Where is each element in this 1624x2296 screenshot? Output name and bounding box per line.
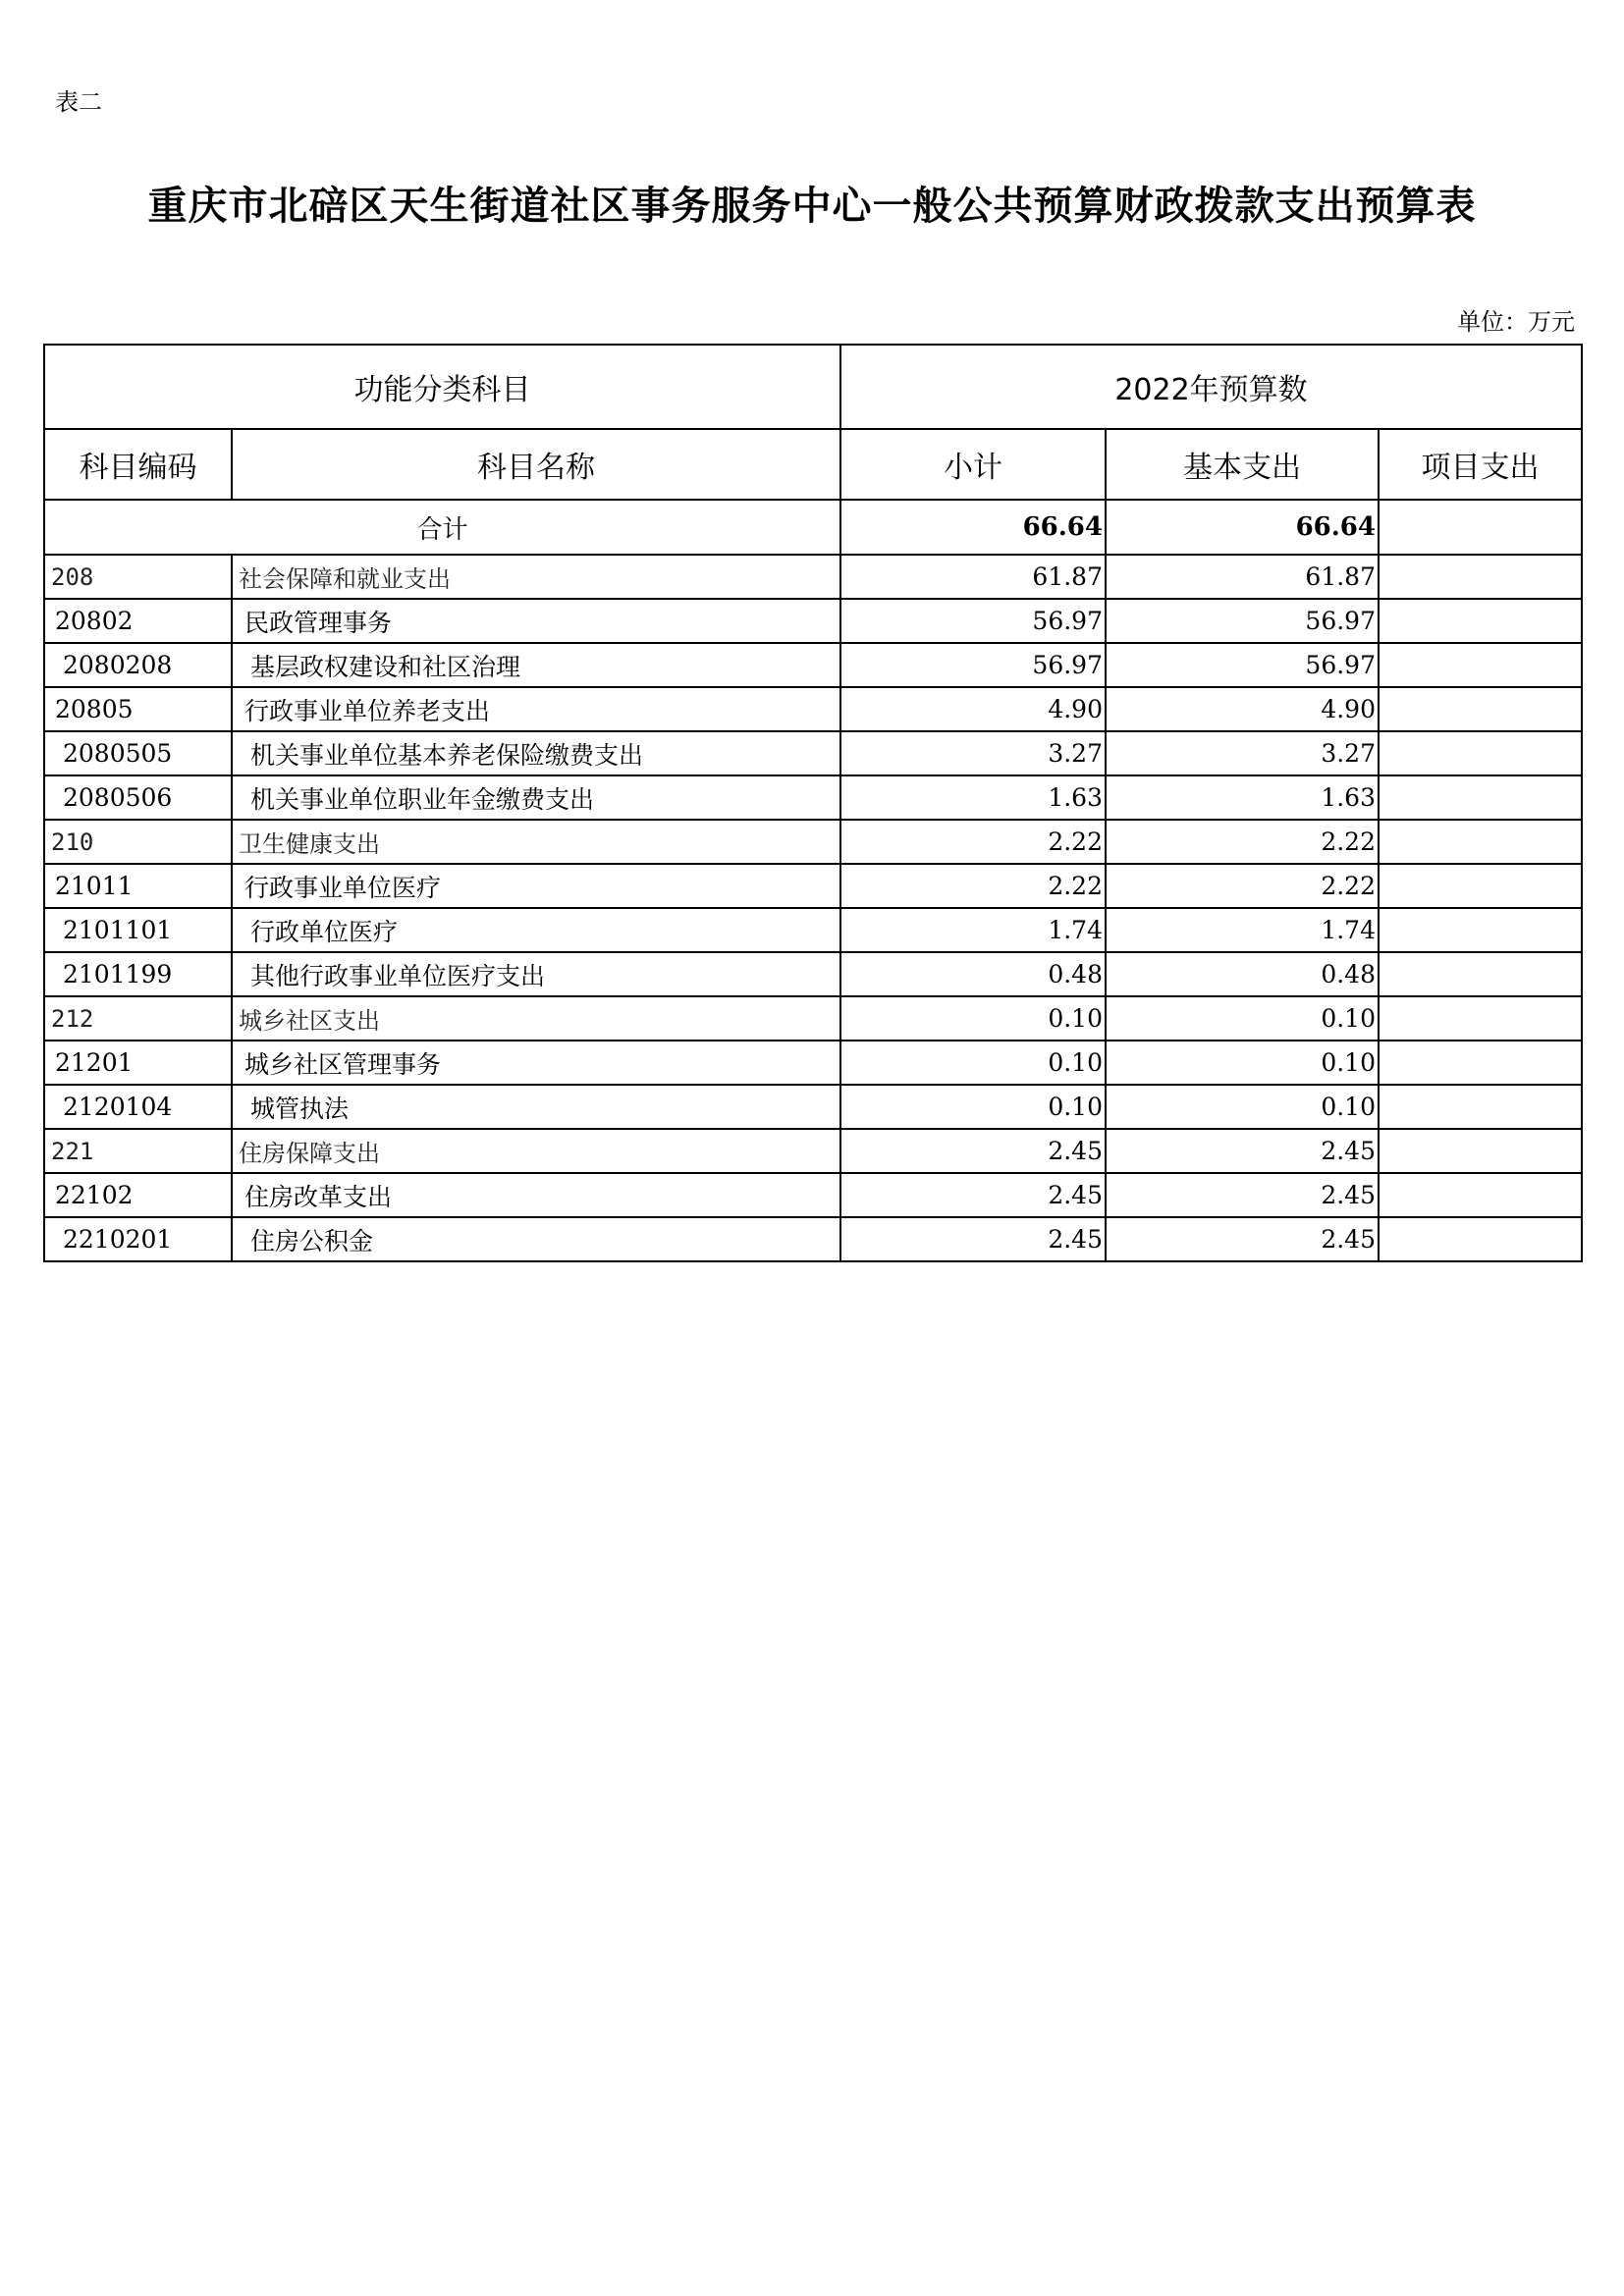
row-code: 2080505 (44, 731, 232, 775)
table-number-label: 表二 (55, 88, 102, 116)
row-project (1379, 775, 1582, 820)
header-code: 科目编码 (44, 429, 232, 500)
table-row (44, 996, 1582, 1041)
row-subtotal: 2.22 (840, 864, 1106, 908)
table-row (44, 820, 1582, 864)
row-subtotal: 2.45 (840, 1173, 1106, 1217)
row-code: 20805 (44, 687, 232, 731)
row-code: 21201 (44, 1041, 232, 1085)
row-basic: 0.10 (1106, 1085, 1379, 1129)
total-subtotal: 66.64 (840, 500, 1106, 555)
row-project (1379, 864, 1582, 908)
table-row (44, 1129, 1582, 1173)
row-basic: 56.97 (1106, 599, 1379, 643)
row-name: 机关事业单位基本养老保险缴费支出 (232, 731, 840, 775)
row-name: 其他行政事业单位医疗支出 (232, 952, 840, 996)
row-project (1379, 1217, 1582, 1261)
header-basic-expenditure: 基本支出 (1106, 429, 1379, 500)
row-project (1379, 1173, 1582, 1217)
table-row (44, 908, 1582, 952)
row-subtotal: 2.22 (840, 820, 1106, 864)
row-code: 2101199 (44, 952, 232, 996)
header-row-top (44, 345, 1582, 429)
header-subtotal: 小计 (840, 429, 1106, 500)
row-project (1379, 820, 1582, 864)
budget-table (43, 344, 1583, 1262)
row-project (1379, 687, 1582, 731)
row-code: 21011 (44, 864, 232, 908)
row-project (1379, 599, 1582, 643)
row-name: 城乡社区管理事务 (232, 1041, 840, 1085)
row-subtotal: 2.45 (840, 1129, 1106, 1173)
row-subtotal: 0.10 (840, 1085, 1106, 1129)
table-row (44, 1217, 1582, 1261)
header-project-expenditure: 项目支出 (1379, 429, 1582, 500)
row-basic: 1.63 (1106, 775, 1379, 820)
row-basic: 2.45 (1106, 1129, 1379, 1173)
row-subtotal: 61.87 (840, 555, 1106, 599)
row-name: 行政事业单位养老支出 (232, 687, 840, 731)
table-row (44, 731, 1582, 775)
row-basic: 1.74 (1106, 908, 1379, 952)
table-row (44, 775, 1582, 820)
row-basic: 0.10 (1106, 996, 1379, 1041)
row-code: 2210201 (44, 1217, 232, 1261)
row-code: 210 (44, 820, 232, 864)
row-code: 2101101 (44, 908, 232, 952)
row-basic: 4.90 (1106, 687, 1379, 731)
row-name: 住房保障支出 (232, 1129, 840, 1173)
row-basic: 3.27 (1106, 731, 1379, 775)
row-name: 社会保障和就业支出 (232, 555, 840, 599)
row-code: 221 (44, 1129, 232, 1173)
row-code: 2080506 (44, 775, 232, 820)
row-subtotal: 1.74 (840, 908, 1106, 952)
header-row-columns (44, 429, 1582, 500)
page-title: 重庆市北碚区天生街道社区事务服务中心一般公共预算财政拨款支出预算表 (147, 183, 1477, 229)
row-code: 208 (44, 555, 232, 599)
row-basic: 2.22 (1106, 864, 1379, 908)
row-subtotal: 56.97 (840, 643, 1106, 687)
row-project (1379, 1129, 1582, 1173)
row-code: 20802 (44, 599, 232, 643)
row-subtotal: 0.10 (840, 996, 1106, 1041)
row-name: 卫生健康支出 (232, 820, 840, 864)
row-name: 行政事业单位医疗 (232, 864, 840, 908)
row-project (1379, 643, 1582, 687)
row-subtotal: 56.97 (840, 599, 1106, 643)
row-basic: 2.45 (1106, 1217, 1379, 1261)
row-subtotal: 0.10 (840, 1041, 1106, 1085)
row-project (1379, 996, 1582, 1041)
row-code: 22102 (44, 1173, 232, 1217)
row-project (1379, 952, 1582, 996)
row-basic: 0.10 (1106, 1041, 1379, 1085)
total-row (44, 500, 1582, 555)
row-subtotal: 0.48 (840, 952, 1106, 996)
row-basic: 56.97 (1106, 643, 1379, 687)
row-subtotal: 4.90 (840, 687, 1106, 731)
row-name: 机关事业单位职业年金缴费支出 (232, 775, 840, 820)
header-functional-classification: 功能分类科目 (44, 345, 840, 429)
table-row (44, 864, 1582, 908)
row-basic: 0.48 (1106, 952, 1379, 996)
row-code: 2080208 (44, 643, 232, 687)
row-name: 基层政权建设和社区治理 (232, 643, 840, 687)
unit-label: 单位：万元 (1457, 308, 1575, 336)
row-code: 2120104 (44, 1085, 232, 1129)
row-name: 住房公积金 (232, 1217, 840, 1261)
row-project (1379, 731, 1582, 775)
header-name: 科目名称 (232, 429, 840, 500)
table-row (44, 1085, 1582, 1129)
row-subtotal: 3.27 (840, 731, 1106, 775)
row-name: 行政单位医疗 (232, 908, 840, 952)
row-name: 城乡社区支出 (232, 996, 840, 1041)
row-name: 民政管理事务 (232, 599, 840, 643)
row-name: 住房改革支出 (232, 1173, 840, 1217)
table-row (44, 1041, 1582, 1085)
table-row (44, 555, 1582, 599)
row-project (1379, 555, 1582, 599)
row-project (1379, 1085, 1582, 1129)
row-code: 212 (44, 996, 232, 1041)
row-basic: 2.22 (1106, 820, 1379, 864)
total-basic: 66.64 (1106, 500, 1379, 555)
row-basic: 2.45 (1106, 1173, 1379, 1217)
row-project (1379, 908, 1582, 952)
total-label: 合计 (44, 500, 840, 555)
table-row (44, 599, 1582, 643)
table-row (44, 643, 1582, 687)
row-basic: 61.87 (1106, 555, 1379, 599)
total-project (1379, 500, 1582, 555)
row-name: 城管执法 (232, 1085, 840, 1129)
row-subtotal: 1.63 (840, 775, 1106, 820)
table-row (44, 1173, 1582, 1217)
table-row (44, 952, 1582, 996)
row-subtotal: 2.45 (840, 1217, 1106, 1261)
row-project (1379, 1041, 1582, 1085)
header-budget-year: 2022年预算数 (840, 345, 1582, 429)
table-row (44, 687, 1582, 731)
